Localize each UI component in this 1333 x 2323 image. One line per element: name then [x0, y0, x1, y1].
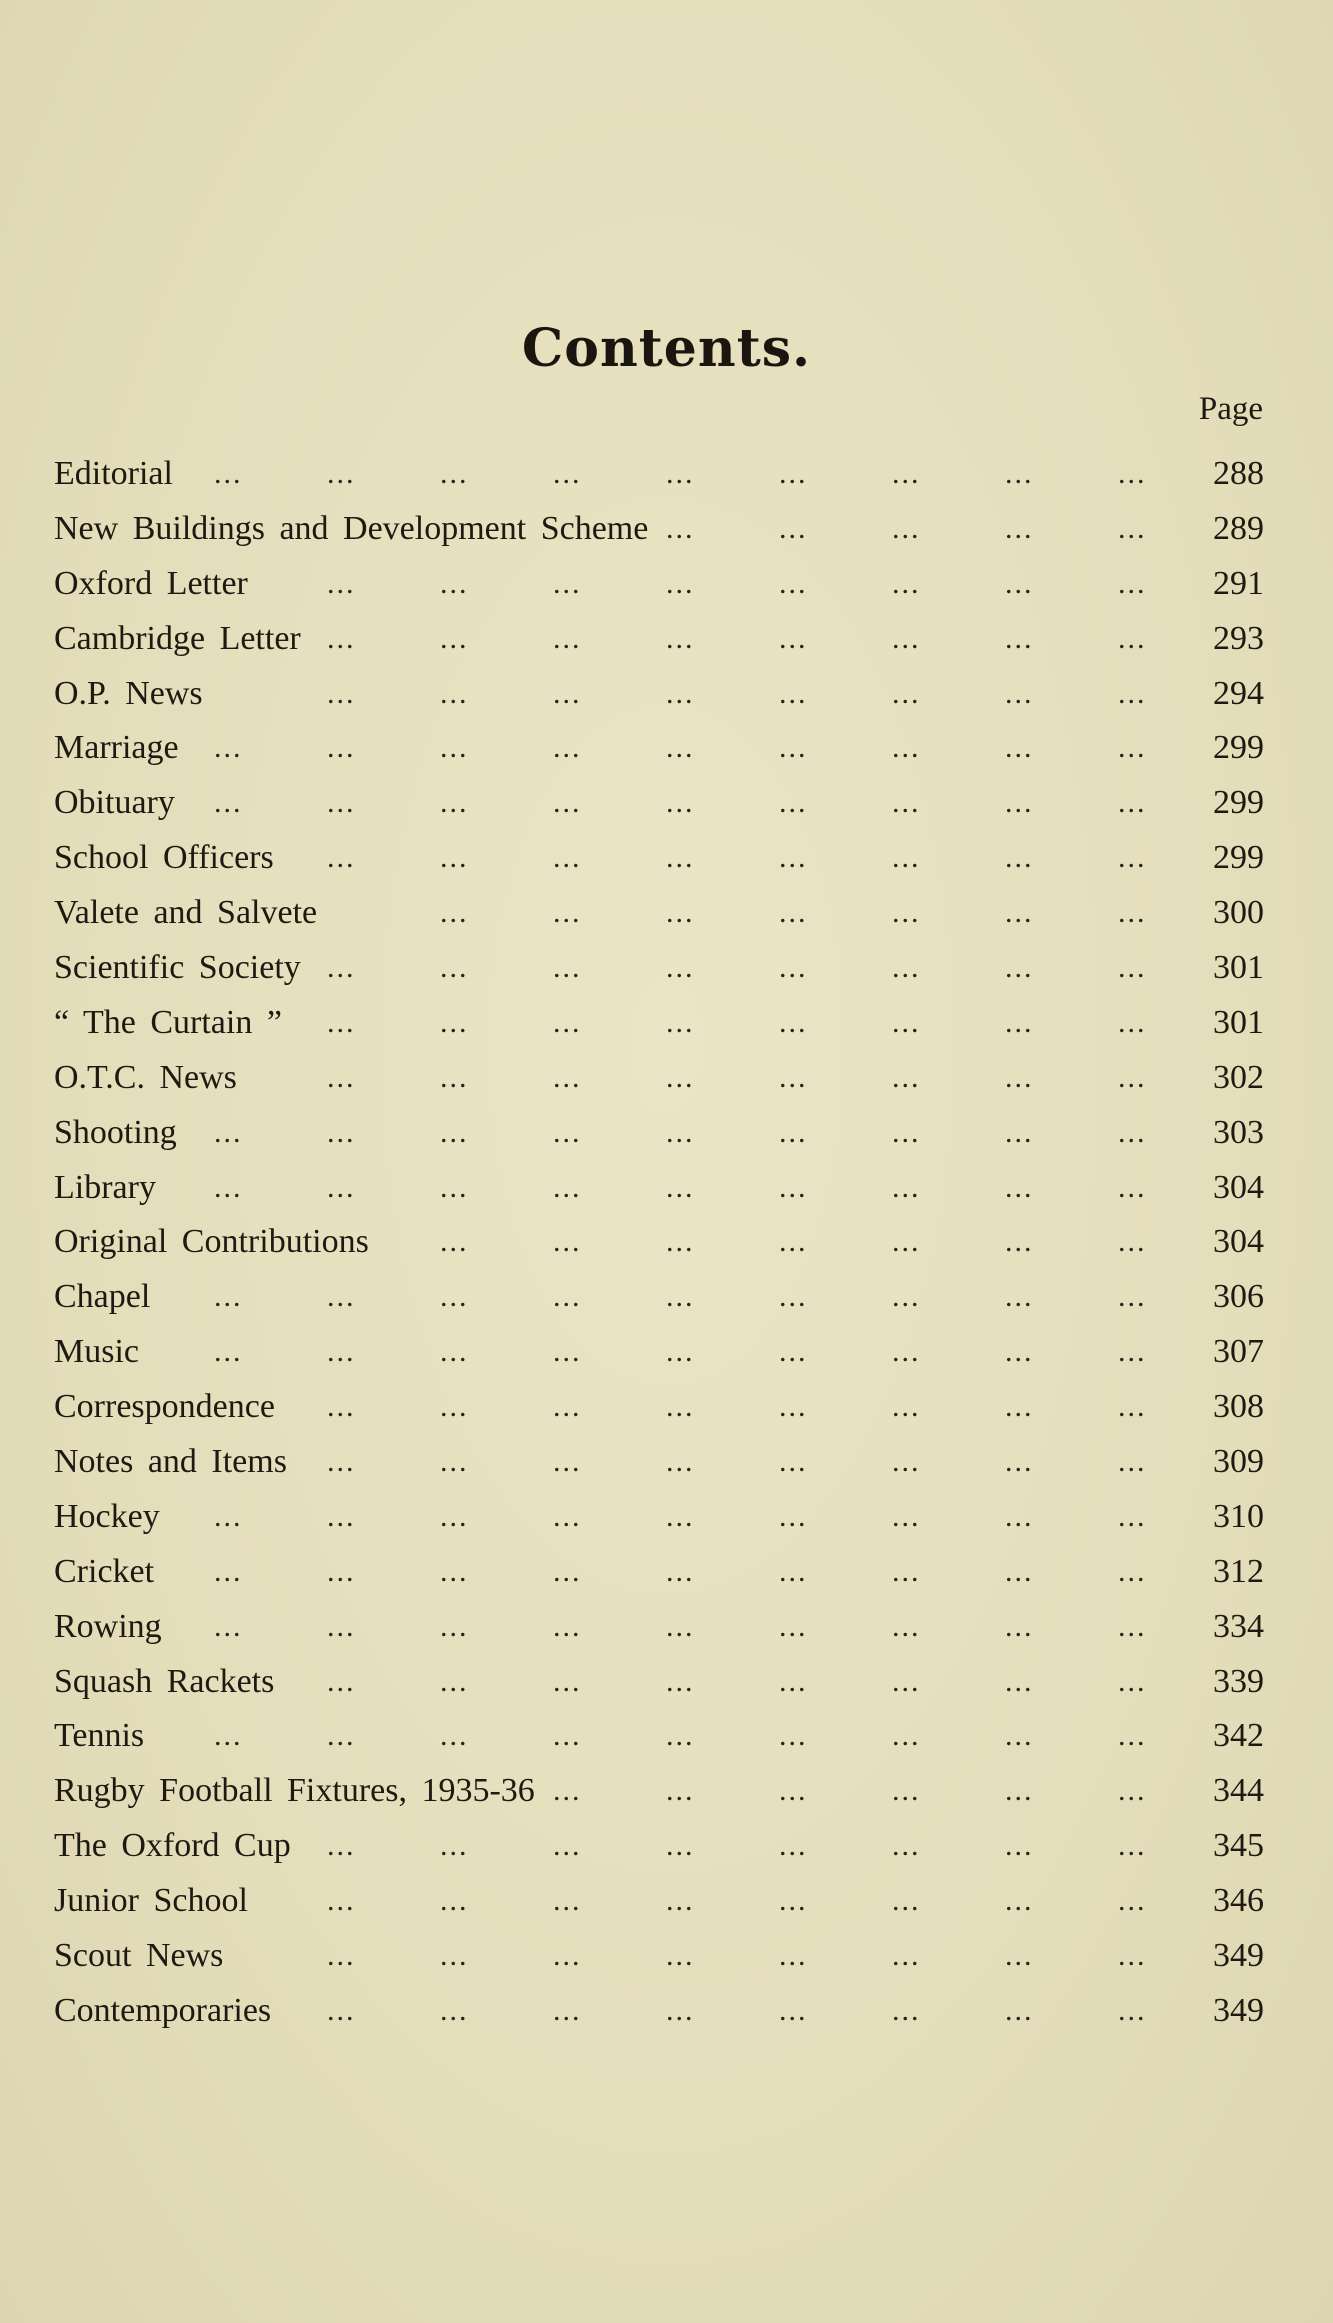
page-column-label: Page: [1198, 391, 1263, 427]
toc-entry-page-number: 301: [1213, 1003, 1264, 1041]
toc-entry-title: Marriage: [54, 729, 179, 767]
toc-entry-page-number: 342: [1213, 1717, 1264, 1755]
toc-entry-title: Hockey: [54, 1497, 160, 1535]
dot-leader: ... ... ... ... ... ... ... ...: [327, 566, 1147, 600]
dot-leader: ... ... ... ... ... ...: [553, 1774, 1147, 1808]
dot-leader: ... ... ... ... ... ... ... ... ...: [214, 786, 1147, 820]
dot-leader: ... ... ... ... ... ... ...: [440, 1225, 1147, 1259]
dot-leader: ... ... ... ... ... ... ... ...: [327, 1664, 1147, 1698]
toc-entry: [54, 886, 1264, 941]
toc-entry-title: Squash Rackets: [54, 1662, 275, 1700]
toc-entry: [54, 667, 1264, 722]
toc-entry-title: Tennis: [54, 1717, 145, 1755]
toc-entry-title: Junior School: [54, 1882, 248, 1920]
dot-leader: ... ... ... ... ... ... ... ... ...: [214, 457, 1147, 490]
page-title: Contents.: [521, 318, 812, 379]
toc-entry: [54, 447, 1264, 502]
dot-leader: ... ... ... ... ... ... ... ... ...: [214, 1280, 1147, 1314]
dot-leader: ... ... ... ... ... ... ... ...: [327, 951, 1147, 985]
toc-entry: [54, 1984, 1264, 2039]
toc-entry-page-number: 291: [1213, 564, 1264, 602]
toc-entry-title: Rowing: [54, 1607, 162, 1645]
dot-leader: ... ... ... ... ... ... ... ...: [327, 621, 1147, 655]
toc-entry-page-number: 310: [1213, 1497, 1264, 1535]
toc-entry-page-number: 346: [1213, 1882, 1264, 1920]
toc-entry: [54, 996, 1264, 1051]
dot-leader: ... ... ... ... ... ... ... ...: [327, 1445, 1147, 1479]
toc-entry: [54, 1106, 1264, 1161]
toc-entry: [54, 1325, 1264, 1380]
toc-entry-title: Music: [54, 1333, 139, 1371]
toc-entry-page-number: 303: [1213, 1113, 1264, 1151]
toc-entry-page-number: 288: [1213, 455, 1264, 492]
toc-entry: [54, 1929, 1264, 1984]
toc-entry-page-number: 299: [1213, 784, 1264, 822]
toc-entry-title: Notes and Items: [54, 1443, 287, 1481]
dot-leader: ... ... ... ... ... ... ... ...: [327, 1005, 1147, 1039]
toc-entry-title: Correspondence: [54, 1388, 275, 1426]
toc-entry: [54, 1490, 1264, 1545]
toc-entry: [54, 776, 1264, 831]
toc-entry-page-number: 339: [1213, 1662, 1264, 1700]
toc-entry-page-number: 289: [1213, 509, 1264, 547]
toc-entry-title: New Buildings and Development Scheme: [54, 509, 649, 547]
toc-entry-title: Oxford Letter: [54, 564, 248, 602]
toc-entry: [54, 1600, 1264, 1655]
toc-entry: [54, 831, 1264, 886]
dot-leader: ... ... ... ... ... ... ... ... ...: [214, 1115, 1147, 1149]
toc-entry-title: Rugby Football Fixtures, 1935-36: [54, 1772, 535, 1810]
toc-entry: [54, 1161, 1264, 1216]
toc-entry: [54, 1545, 1264, 1600]
toc-entry-page-number: 345: [1213, 1827, 1264, 1865]
toc-entry-title: Chapel: [54, 1278, 151, 1316]
dot-leader: ... ... ... ... ... ... ... ... ...: [214, 1335, 1147, 1369]
toc-entry-title: Scientific Society: [54, 949, 301, 987]
toc-entry-title: Library: [54, 1168, 156, 1206]
toc-entry-title: Cambridge Letter: [54, 619, 301, 657]
dot-leader: ... ... ... ... ... ... ... ... ...: [214, 1499, 1147, 1533]
toc-entry: [54, 1819, 1264, 1874]
dot-leader: ... ... ... ... ...: [666, 511, 1147, 545]
toc-entry-title: Original Contributions: [54, 1223, 369, 1261]
table-of-contents: [54, 447, 1264, 2039]
toc-entry-page-number: 293: [1213, 619, 1264, 657]
dot-leader: ... ... ... ... ... ... ... ... ...: [214, 1719, 1147, 1753]
dot-leader: ... ... ... ... ... ... ... ...: [327, 1390, 1147, 1424]
toc-entry-page-number: 300: [1213, 894, 1264, 932]
toc-entry-page-number: 294: [1213, 674, 1264, 712]
dot-leader: ... ... ... ... ... ... ... ...: [327, 1829, 1147, 1863]
dot-leader: ... ... ... ... ... ... ... ... ...: [214, 1609, 1147, 1643]
dot-leader: ... ... ... ... ... ... ... ... ...: [214, 1554, 1147, 1588]
toc-entry: [54, 721, 1264, 776]
toc-entry-page-number: 301: [1213, 949, 1264, 987]
toc-entry-page-number: 308: [1213, 1388, 1264, 1426]
dot-leader: ... ... ... ... ... ... ... ...: [327, 676, 1147, 710]
toc-entry: [54, 1380, 1264, 1435]
toc-entry-title: Editorial: [54, 455, 173, 492]
toc-entry-page-number: 344: [1213, 1772, 1264, 1810]
toc-entry: [54, 1874, 1264, 1929]
dot-leader: ... ... ... ... ... ... ... ...: [327, 841, 1147, 875]
toc-entry-title: Obituary: [54, 784, 175, 822]
toc-entry-title: O.T.C. News: [54, 1058, 237, 1096]
toc-entry-page-number: 309: [1213, 1443, 1264, 1481]
toc-entry: [54, 1655, 1264, 1710]
toc-entry: [54, 1435, 1264, 1490]
dot-leader: ... ... ... ... ... ... ... ... ...: [214, 731, 1147, 765]
toc-entry-page-number: 299: [1213, 839, 1264, 877]
toc-entry-title: O.P. News: [54, 674, 203, 712]
dot-leader: ... ... ... ... ... ... ... ...: [327, 1939, 1147, 1973]
toc-entry-page-number: 302: [1213, 1058, 1264, 1096]
toc-entry-title: Scout News: [54, 1937, 224, 1975]
toc-entry-page-number: 349: [1213, 1991, 1264, 2029]
dot-leader: ... ... ... ... ... ... ... ...: [327, 1993, 1147, 2027]
toc-entry-title: Valete and Salvete: [54, 894, 318, 932]
toc-entry-title: The Oxford Cup: [54, 1827, 291, 1865]
toc-entry: [54, 1709, 1264, 1764]
toc-entry-title: “ The Curtain ”: [54, 1003, 282, 1041]
toc-entry: [54, 502, 1264, 557]
dot-leader: ... ... ... ... ... ... ...: [440, 896, 1147, 930]
toc-entry-page-number: 304: [1213, 1168, 1264, 1206]
toc-entry-page-number: 349: [1213, 1937, 1264, 1975]
toc-entry: [54, 1270, 1264, 1325]
toc-entry: [54, 1215, 1264, 1270]
toc-entry-title: Shooting: [54, 1113, 177, 1151]
toc-entry-page-number: 334: [1213, 1607, 1264, 1645]
toc-entry: [54, 941, 1264, 996]
dot-leader: ... ... ... ... ... ... ... ...: [327, 1060, 1147, 1094]
toc-entry-page-number: 306: [1213, 1278, 1264, 1316]
toc-entry-page-number: 304: [1213, 1223, 1264, 1261]
toc-entry-page-number: 299: [1213, 729, 1264, 767]
toc-entry-title: Contemporaries: [54, 1991, 272, 2029]
toc-entry: [54, 612, 1264, 667]
toc-entry: [54, 1764, 1264, 1819]
dot-leader: ... ... ... ... ... ... ... ... ...: [214, 1170, 1147, 1204]
dot-leader: ... ... ... ... ... ... ... ...: [327, 1884, 1147, 1918]
toc-entry-page-number: 312: [1213, 1552, 1264, 1590]
toc-entry: [54, 557, 1264, 612]
toc-entry: [54, 1051, 1264, 1106]
toc-entry-title: Cricket: [54, 1552, 155, 1590]
toc-entry-page-number: 307: [1213, 1333, 1264, 1371]
toc-entry-title: School Officers: [54, 839, 274, 877]
